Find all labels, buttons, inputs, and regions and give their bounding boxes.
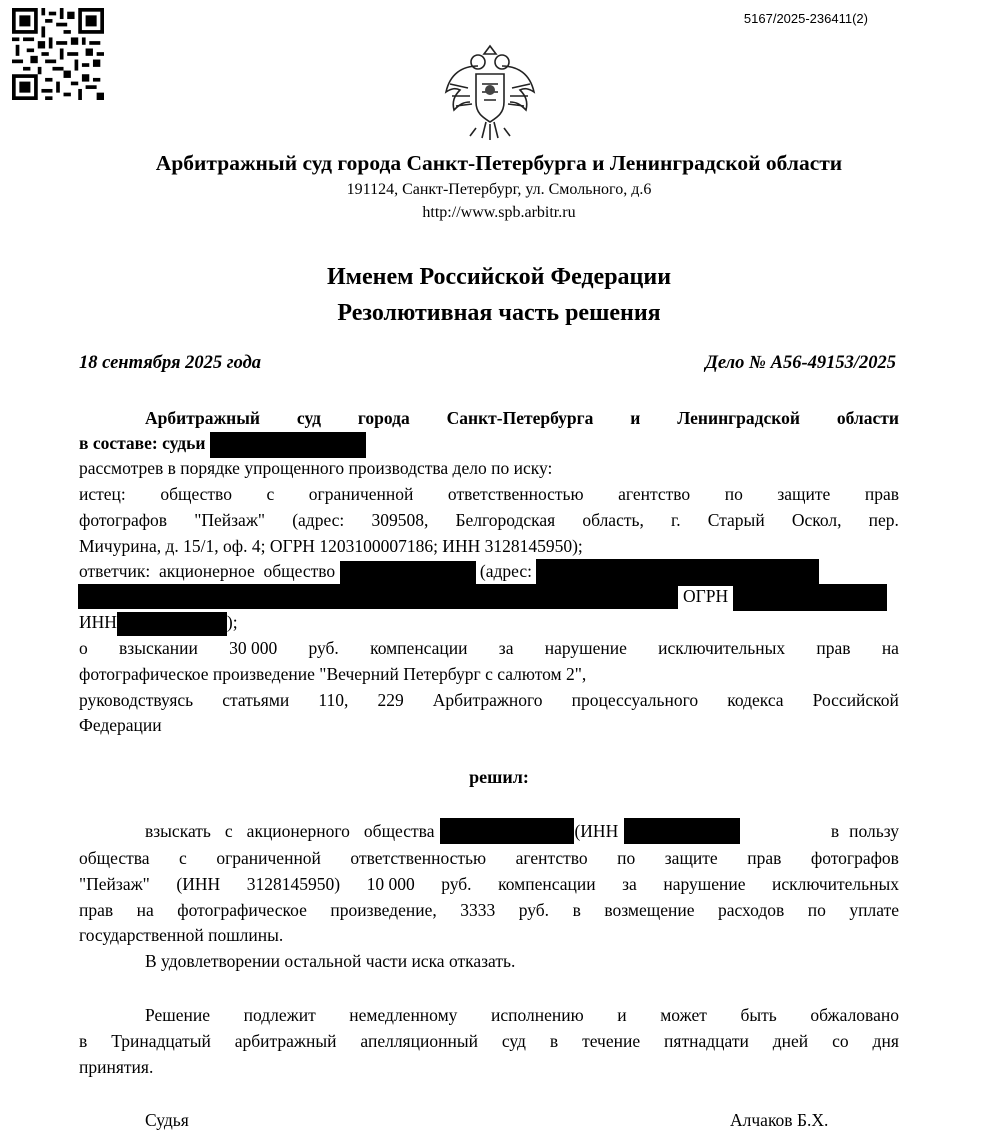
- word: с: [224, 821, 233, 841]
- word: руб.: [308, 638, 339, 658]
- inn-open: (ИНН: [574, 821, 619, 841]
- word: статьями: [222, 690, 290, 710]
- word: Оскол,: [791, 510, 842, 530]
- word: общество: [263, 561, 336, 581]
- word: агентство: [515, 848, 588, 868]
- word: исполнению: [491, 1005, 584, 1025]
- word: ограниченной: [308, 484, 414, 504]
- word: 3128145950): [246, 874, 341, 894]
- word: Арбитражный: [145, 408, 261, 428]
- redacted-defendant-inn-2: [624, 818, 740, 844]
- word: 309508,: [371, 510, 429, 530]
- judge-name: Алчаков Б.Х.: [730, 1110, 829, 1130]
- word: возмещение: [604, 900, 695, 920]
- word: общества: [363, 821, 435, 841]
- word: дней: [772, 1031, 809, 1051]
- word: пер.: [868, 510, 899, 530]
- word: по: [807, 900, 826, 920]
- plaintiff-line-3: Мичурина, д. 15/1, оф. 4; ОГРН 1203100007186; ИНН 3128145950);: [79, 536, 583, 556]
- word: за: [498, 638, 514, 658]
- word: уплате: [849, 900, 899, 920]
- word: может: [660, 1005, 707, 1025]
- refusal-line: В удовлетворении остальной части иска отказать.: [145, 951, 516, 971]
- court-title: Арбитражный суд города Санкт-Петербурга и Ленинградской области: [155, 151, 843, 175]
- word: фотографическое: [177, 900, 307, 920]
- word: в: [830, 821, 840, 841]
- word: процессуального: [571, 690, 699, 710]
- word: область,: [582, 510, 644, 530]
- word: с: [266, 484, 275, 504]
- word: фотографов: [79, 510, 168, 530]
- word: прав: [816, 638, 851, 658]
- word: произведение,: [330, 900, 437, 920]
- court-url: http://www.spb.arbitr.ru: [422, 204, 576, 221]
- word: и: [630, 408, 641, 428]
- decision-line-4: [79, 898, 899, 922]
- word: защите: [664, 848, 718, 868]
- word: фотографов: [810, 848, 899, 868]
- word: 3333: [460, 900, 496, 920]
- claim-line-2: фотографическое произведение "Вечерний Петербург с салютом 2",: [79, 664, 587, 684]
- guided-line-1: [79, 688, 899, 712]
- word: прав: [747, 848, 782, 868]
- word: нарушение: [663, 874, 746, 894]
- word: акционерное: [159, 561, 255, 581]
- word: Белгородская: [455, 510, 556, 530]
- word: за: [622, 874, 637, 894]
- word: г.: [671, 510, 681, 530]
- decision-date: 18 сентября 2025 года: [79, 353, 262, 373]
- redacted-address-continued: [78, 584, 678, 609]
- word: подлежит: [243, 1005, 316, 1025]
- appeal-line-2: [79, 1029, 899, 1053]
- redacted-judge: [210, 432, 366, 458]
- word: Санкт-Петербурга: [446, 408, 594, 428]
- inn-end: );: [226, 612, 238, 632]
- intro-court-line: [79, 406, 899, 430]
- word: с: [179, 848, 187, 868]
- word: пользу: [849, 821, 899, 841]
- appeal-line-3: принятия.: [79, 1057, 154, 1077]
- word: исключительных: [658, 638, 786, 658]
- word: нарушение: [544, 638, 627, 658]
- word: 229: [377, 690, 404, 710]
- redacted-defendant-name: [340, 561, 476, 585]
- court-address: 191124, Санкт-Петербург, ул. Смольного, д.6: [346, 181, 652, 198]
- word: на: [136, 900, 154, 920]
- word: (ИНН: [176, 874, 221, 894]
- word: на: [881, 638, 899, 658]
- inn-label: ИНН: [79, 612, 117, 632]
- word: ответственностью: [350, 848, 487, 868]
- word: 30 000: [229, 638, 278, 658]
- word: обжаловано: [810, 1005, 899, 1025]
- redacted-defendant-name-2: [440, 818, 574, 844]
- address-label: (адрес:: [479, 561, 532, 581]
- word: быть: [740, 1005, 777, 1025]
- word: течение: [582, 1031, 641, 1051]
- word: руб.: [441, 874, 472, 894]
- heading-resolution: Резолютивная часть решения: [337, 300, 661, 326]
- word: по: [617, 848, 636, 868]
- claim-line-1: [79, 636, 899, 660]
- word: прав: [864, 484, 899, 504]
- redacted-ogrn: [733, 584, 887, 611]
- word: в: [572, 900, 581, 920]
- decision-line-3: [79, 872, 899, 896]
- word: (адрес:: [292, 510, 345, 530]
- redacted-inn: [117, 612, 227, 636]
- ogrn-label: ОГРН: [683, 586, 729, 606]
- word: суд: [296, 408, 321, 428]
- appeal-line-1: [79, 1003, 899, 1027]
- heading-federation: Именем Российской Федерации: [326, 264, 672, 290]
- word: Старый: [707, 510, 765, 530]
- defendant-label: ответчик:: [79, 561, 151, 581]
- word: "Пейзаж": [194, 510, 266, 530]
- word: компенсации: [498, 874, 596, 894]
- word: дня: [872, 1031, 899, 1051]
- document-number: 5167/2025-236411(2): [743, 11, 868, 26]
- word: города: [357, 408, 410, 428]
- word: со: [832, 1031, 849, 1051]
- word: руб.: [518, 900, 550, 920]
- word: ограниченной: [216, 848, 321, 868]
- considered-line: рассмотрев в порядке упрощенного производства дело по иску:: [79, 458, 553, 478]
- composition-line: [79, 431, 899, 458]
- word: взыскании: [119, 638, 198, 658]
- word: общество: [160, 484, 232, 504]
- word: истец:: [79, 484, 126, 504]
- word: суд: [501, 1031, 526, 1051]
- word: в: [549, 1031, 559, 1051]
- defendant-line-1: [79, 559, 899, 586]
- word: немедленному: [349, 1005, 458, 1025]
- plaintiff-line-2: [79, 508, 899, 532]
- word: общества: [79, 848, 150, 868]
- signature-label: Судья: [145, 1110, 189, 1130]
- word: апелляционный: [360, 1031, 478, 1051]
- word: и: [617, 1005, 627, 1025]
- decision-line-1: [79, 818, 899, 844]
- composition-label: в составе: судьи: [79, 433, 206, 453]
- word: о: [79, 638, 88, 658]
- ogrn-line: [683, 584, 903, 611]
- qr-code: [12, 8, 104, 100]
- word: Арбитражного: [432, 690, 543, 710]
- word: арбитражный: [234, 1031, 337, 1051]
- word: исключительных: [772, 874, 899, 894]
- word: ответственностью: [447, 484, 584, 504]
- case-number: Дело № А56-49153/2025: [705, 353, 896, 373]
- word: 110,: [318, 690, 349, 710]
- decided-heading: решил:: [469, 767, 529, 787]
- word: Российской: [812, 690, 899, 710]
- coat-of-arms-emblem: [442, 44, 538, 142]
- word: "Пейзаж": [79, 874, 150, 894]
- plaintiff-line-1: [79, 482, 899, 506]
- word: по: [724, 484, 743, 504]
- word: руководствуясь: [79, 690, 194, 710]
- word: в: [79, 1031, 88, 1051]
- word: взыскать: [145, 821, 211, 841]
- word: Решение: [145, 1005, 211, 1025]
- word: компенсации: [370, 638, 468, 658]
- word: акционерного: [246, 821, 350, 841]
- word: пятнадцати: [664, 1031, 749, 1051]
- word: 10 000: [366, 874, 415, 894]
- word: защите: [777, 484, 831, 504]
- word: прав: [79, 900, 114, 920]
- word: кодекса: [727, 690, 784, 710]
- word: расходов: [717, 900, 785, 920]
- guided-line-2: Федерации: [79, 715, 162, 735]
- decision-line-2: [79, 846, 899, 870]
- word: области: [836, 408, 899, 428]
- word: Тринадцатый: [111, 1031, 211, 1051]
- inn-line: [79, 610, 899, 636]
- decision-line-5: государственной пошлины.: [79, 925, 284, 945]
- word: агентство: [618, 484, 691, 504]
- word: Ленинградской: [677, 408, 800, 428]
- redacted-defendant-address: [536, 559, 819, 586]
